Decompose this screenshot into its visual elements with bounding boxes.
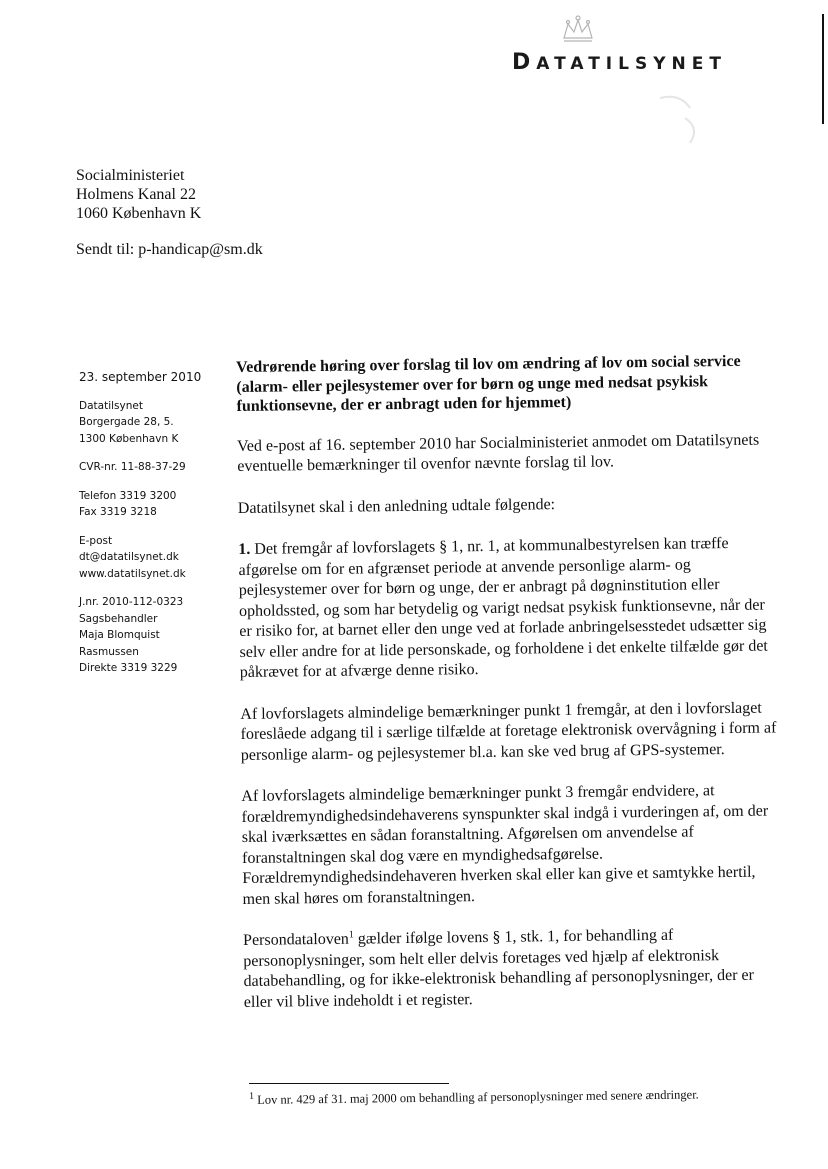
org-name: Datatilsynet — [79, 399, 143, 412]
scan-edge-line — [822, 14, 824, 124]
case-handler-label: Sagsbehandler — [79, 612, 158, 625]
footnote-divider — [249, 1083, 449, 1084]
email-address: dt@datatilsynet.dk — [79, 551, 179, 563]
paragraph-1 — [238, 533, 780, 683]
footnote-text: Lov nr. 429 af 31. maj 2000 om behandling af personoplysninger med senere ændringer. — [253, 1087, 699, 1107]
paragraph-intro: Ved e-post af 16. september 2010 har Socialministeriet anmodet om Datatilsynets eventuelle bemærkninger til ovenfor nævnte forslag til lov. — [236, 431, 760, 475]
letter-body — [236, 351, 784, 1034]
cvr-number: CVR-nr. 11-88-37-29 — [79, 461, 186, 473]
org-street: Borgergade 28, 5. — [79, 416, 174, 428]
paragraph-2: Af lovforslagets almindelige bemærkninger punkt 1 fremgår, at den i lovforslaget foreslåede adgang til i særlige tilfælde at foretage elektronisk overvågning i form af personlige alarm- og pejlesystemer bl.a. kan ske ved brug af GPS-systemer. — [240, 699, 777, 764]
recipient-city: 1060 København K — [76, 205, 202, 222]
case-handler-surname: Rasmussen — [79, 645, 139, 658]
recipient-address — [76, 166, 201, 223]
case-handler-name: Maja Blomquist — [79, 629, 160, 641]
datatilsynet-logo: DATATILSYNET — [512, 50, 727, 75]
section-number: 1. — [238, 540, 251, 558]
website: www.datatilsynet.dk — [79, 567, 186, 580]
faint-mark-icon — [650, 88, 710, 148]
paragraph-1-text: Det fremgår af lovforslagets § 1, nr. 1, at kommunalbestyrelsen kan træffe afgørelse om for en afgrænset periode at anvende personlige alarm- og pejlesystemer over for børn og unge, der er anbragt på døgninstitution eller opholdssted, og som har betydelig og varigt nedsat psykisk funktionsevne, når der er risiko for, at barnet eller den unge ved at forlade anbringelsesstedet udsætter sig selv eller andre for at lide personskade, og forholdene i det enkelte tilfælde gør det påkrævet for at afværge denne risiko. — [238, 534, 768, 681]
paragraph-4 — [243, 924, 784, 1013]
paragraph-3: Af lovforslagets almindelige bemærkninger punkt 3 fremgår endvidere, at forældremyndighedsindehaverens synspunkter skal indgå i vurderingen af, om der skal iværksættes en sådan foranstaltning. Afgørelsen om anvendelse af foranstaltningen skal dog være en myndighedsafgørelse. Forældremyndighedsindehaveren hverken skal eller kan give et samtykke hertil, men skal høres om foranstaltningen. — [241, 782, 769, 908]
phone-number: Telefon 3319 3200 — [79, 489, 177, 502]
crown-icon — [560, 14, 596, 46]
org-city: 1300 København K — [79, 432, 179, 445]
footnote-marker: 1 — [248, 1090, 255, 1102]
paragraph-statement: Datatilsynet skal i den anledning udtale følgende: — [237, 495, 556, 517]
email-label: E-post — [79, 534, 113, 547]
recipient-street: Holmens Kanal 22 — [76, 186, 196, 203]
fax-number: Fax 3319 3218 — [79, 506, 157, 518]
journal-number: J.nr. 2010-112-0323 — [79, 596, 184, 608]
sender-sidebar — [79, 369, 229, 677]
footnote-ref: 1 — [348, 929, 354, 941]
recipient-name: Socialministeriet — [76, 167, 185, 184]
letter-date: 23. september 2010 — [79, 370, 202, 384]
letter-subject: Vedrørende høring over forslag til lov om ændring af lov om social service (alarm- eller pejlesystemer over for børn og unge med nedsat psykisk funktionsevne, der er anbragt uden for hjemmet) — [236, 352, 741, 415]
paragraph-4-start: Persondataloven — [243, 930, 349, 949]
footnote — [249, 1088, 699, 1108]
direct-phone: Direkte 3319 3229 — [79, 662, 178, 674]
paragraph-4-rest: gælder ifølge lovens § 1, stk. 1, for behandling af personoplysninger, som helt eller delvis foretages ved hjælp af elektronisk databehandling, og for ikke-elektronisk behandling af personoplysninger, der er eller vil blive indeholdt i et register. — [243, 926, 754, 1011]
sent-to: Sendt til: p-handicap@sm.dk — [76, 241, 263, 258]
